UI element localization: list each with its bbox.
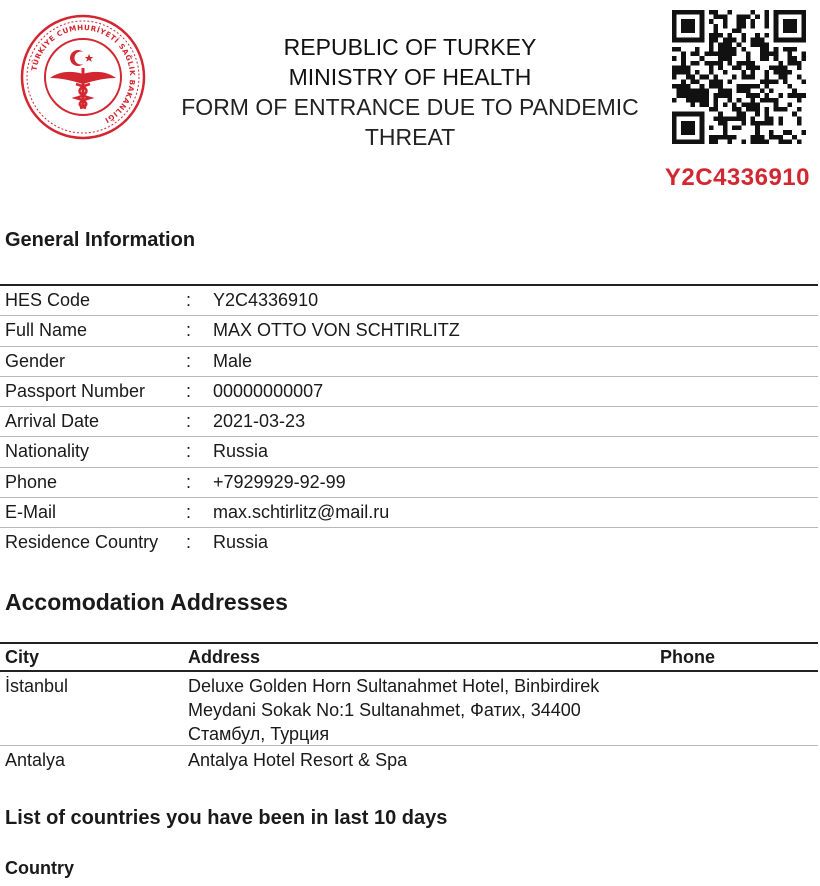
- header-ministry: MINISTRY OF HEALTH: [288, 64, 532, 90]
- info-label: Full Name: [5, 320, 88, 341]
- info-colon: :: [186, 411, 192, 432]
- general-info-table: [0, 286, 818, 558]
- info-label: Phone: [5, 471, 58, 492]
- info-value: +7929929-92-99: [213, 471, 346, 492]
- accommodation-row: [0, 746, 818, 774]
- info-value: 00000000007: [213, 380, 324, 401]
- info-row-passport: [0, 377, 818, 407]
- hes-code-badge: Y2C4336910: [664, 164, 810, 191]
- info-colon: :: [186, 290, 192, 310]
- qr-code: [672, 10, 806, 144]
- info-value: MAX OTTO VON SCHTIRLITZ: [213, 320, 460, 341]
- column-header-address: Address: [188, 647, 261, 667]
- info-label: E-Mail: [5, 502, 57, 523]
- svg-text:TÜRKİYE CUMHURİYETİ SAĞLIK BAK: TÜRKİYE CUMHURİYETİ SAĞLIK BAKANLIĞI: [29, 22, 138, 126]
- info-colon: :: [186, 350, 192, 371]
- info-value: Russia: [213, 441, 269, 462]
- address-line: Antalya Hotel Resort & Spa: [188, 750, 408, 770]
- ministry-seal-logo: [18, 12, 148, 142]
- info-colon: :: [186, 320, 192, 341]
- column-header-phone: Phone: [660, 647, 716, 667]
- info-label: Residence Country: [5, 532, 159, 553]
- info-label: HES Code: [5, 290, 91, 310]
- info-label: Nationality: [5, 441, 90, 462]
- info-row-arrival-date: [0, 407, 818, 437]
- info-value: Russia: [213, 532, 269, 553]
- accommodation-city: İstanbul: [5, 676, 69, 696]
- info-row-hes-code: [0, 286, 818, 316]
- countries-title: List of countries you have been in last 10 days: [5, 807, 448, 829]
- general-info-title: General Information: [5, 229, 196, 251]
- info-label: Gender: [5, 350, 66, 371]
- address-line: Deluxe Golden Horn Sultanahmet Hotel, Binbirdirek: [188, 676, 600, 696]
- info-colon: :: [186, 471, 192, 492]
- column-header-country: Country: [5, 858, 74, 878]
- header-form-title: FORM OF ENTRANCE DUE TO PANDEMIC: [181, 94, 639, 120]
- accommodation-title: Accomodation Addresses: [5, 589, 288, 615]
- info-value: Male: [213, 350, 253, 371]
- info-row-full-name: [0, 316, 818, 346]
- address-line: Meydani Sokak No:1 Sultanahmet, Фатих, 34400: [188, 700, 581, 720]
- accommodation-table-header: [0, 644, 818, 671]
- accommodation-city: Antalya: [5, 750, 66, 770]
- info-value: max.schtirlitz@mail.ru: [213, 502, 390, 523]
- info-label: Arrival Date: [5, 411, 100, 432]
- column-header-city: City: [5, 647, 40, 667]
- info-row-residence-country: [0, 528, 818, 557]
- info-row-email: [0, 498, 818, 528]
- accommodation-address: [188, 748, 628, 772]
- accommodation-row: [0, 672, 818, 746]
- document-header: [160, 32, 660, 152]
- info-row-nationality: [0, 437, 818, 467]
- info-colon: :: [186, 532, 192, 553]
- header-form-title-cont: THREAT: [364, 124, 456, 150]
- info-colon: :: [186, 441, 192, 462]
- info-value: Y2C4336910: [213, 290, 319, 310]
- info-label: Passport Number: [5, 380, 146, 401]
- info-row-phone: [0, 468, 818, 498]
- header-country: REPUBLIC OF TURKEY: [283, 34, 537, 60]
- info-colon: :: [186, 502, 192, 523]
- info-row-gender: [0, 347, 818, 377]
- accommodation-address: [188, 674, 628, 746]
- info-value: 2021-03-23: [213, 411, 306, 432]
- address-line: Стамбул, Турция: [188, 724, 330, 744]
- info-colon: :: [186, 380, 192, 401]
